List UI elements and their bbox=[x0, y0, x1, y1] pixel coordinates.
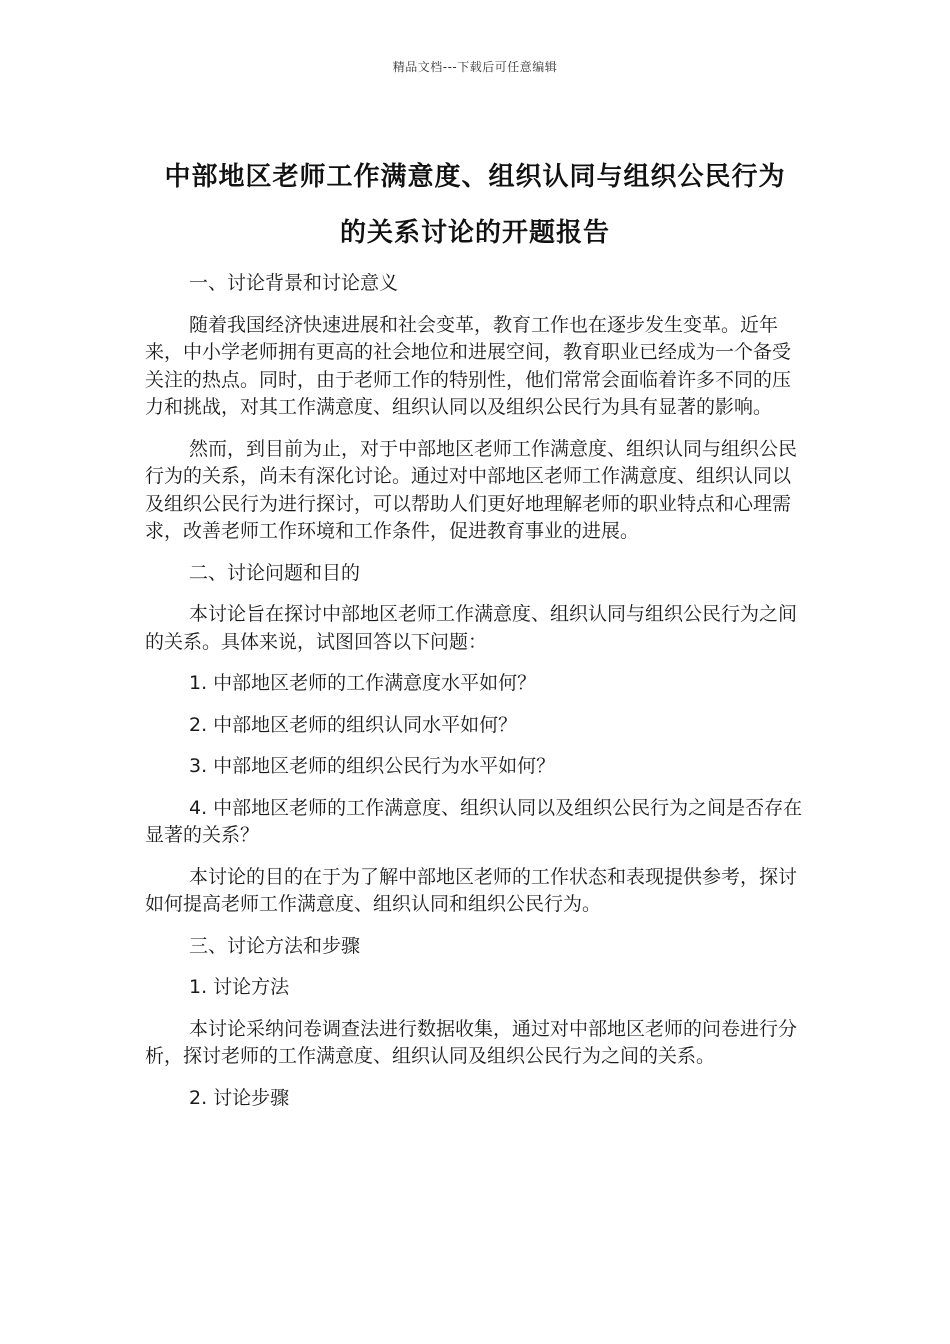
list-item-question-4: 4. 中部地区老师的工作满意度、组织认同以及组织公民行为之间是否存在显著的关系？ bbox=[145, 796, 803, 846]
title-line-1: 中部地区老师工作满意度、组织认同与组织公民行为 bbox=[164, 162, 786, 193]
title-line-2: 的关系讨论的开题报告 bbox=[339, 218, 610, 249]
list-item-question-2: 2. 中部地区老师的组织认同水平如何？ bbox=[189, 713, 518, 736]
section-heading-methods: 三、讨论方法和步骤 bbox=[189, 934, 361, 957]
document-header-note: 精品文档---下载后可任意编辑 bbox=[392, 60, 558, 74]
body-paragraph: 然而，到目前为止，对于中部地区老师工作满意度、组织认同与组织公民行为的关系，尚未有深化讨论。通过对中部地区老师工作满意度、组织认同以及组织公民行为进行探讨，可以帮助人们更好地理解老师的职业特点和心理需求，改善老师工作环境和工作条件，促进教育事业的进展。 bbox=[145, 437, 798, 542]
list-item-question-1: 1. 中部地区老师的工作满意度水平如何？ bbox=[189, 672, 537, 694]
section-heading-questions: 二、讨论问题和目的 bbox=[189, 561, 361, 584]
subheading-method: 1. 讨论方法 bbox=[189, 976, 290, 998]
list-item-question-3: 3. 中部地区老师的组织公民行为水平如何？ bbox=[189, 755, 556, 777]
body-paragraph: 随着我国经济快速进展和社会变革，教育工作也在逐步发生变革。近年来，中小学老师拥有更高的社会地位和进展空间，教育职业已经成为一个备受关注的热点。同时，由于老师工作的特别性，他们常常会面临着许多不同的压力和挑战，对其工作满意度、组织认同以及组织公民行为具有显著的影响。 bbox=[145, 313, 792, 418]
document-body bbox=[145, 270, 805, 1126]
body-paragraph: 本讨论采纳问卷调查法进行数据收集，通过对中部地区老师的问卷进行分析，探讨老师的工作满意度、组织认同及组织公民行为之间的关系。 bbox=[145, 1017, 798, 1067]
document-title bbox=[120, 149, 830, 261]
body-paragraph: 本讨论的目的在于为了解中部地区老师的工作状态和表现提供参考，探讨如何提高老师工作满意度、组织认同和组织公民行为。 bbox=[145, 865, 798, 915]
subheading-steps: 2. 讨论步骤 bbox=[189, 1086, 290, 1109]
body-paragraph: 本讨论旨在探讨中部地区老师工作满意度、组织认同与组织公民行为之间的关系。具体来说，试图回答以下问题： bbox=[145, 603, 798, 653]
section-heading-background: 一、讨论背景和讨论意义 bbox=[189, 272, 399, 294]
